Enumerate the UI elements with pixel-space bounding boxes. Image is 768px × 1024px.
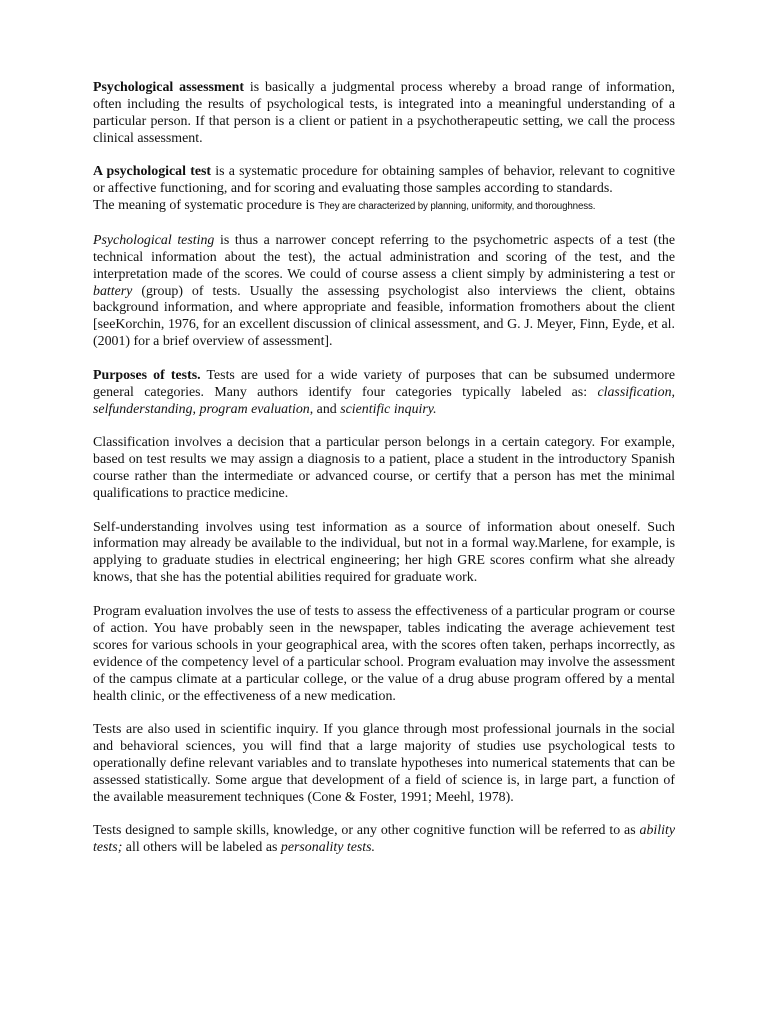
term-categories: classification, selfunderstanding, program evaluation [93,384,675,417]
paragraph-text: (group) of tests. Usually the assessing psychologist also interviews the client, obtains background information, and where appropriate and feasible, information fromothers about the client [seeKorchin, 1976, for an excellent discussion of clinical assessment, and G. J. Meyer, Finn, Eyde, et al. (2001) for a brief overview of assessment]. [93,283,675,350]
paragraph-self-understanding: Self-understanding involves using test information as a source of information about oneself. Such information may already be available to the individual, but not in a formal way.Marlene, for example, is applying to graduate studies in electrical engineering; her high GRE scores confirm what she already knows, that she has the potential abilities required for graduate work. [93,519,675,586]
paragraph-text: , and [309,401,341,417]
paragraph-text: is thus a narrower concept referring to the psychometric aspects of a test (the technical information about the test), the actual administration and scoring of the test, and the interpretation made of the scores. We could of course assess a client simply by administering a test or [93,232,675,282]
paragraph-text: Tests are used for a wide variety of purposes that can be subsumed undermore general categories. Many authors identify four categories typically labeled as: [93,367,675,400]
paragraph-program-evaluation: Program evaluation involves the use of tests to assess the effectiveness of a particular program or course of action. You have probably seen in the newspaper, tables indicating the average achievement test scores for various schools in your geographical area, with the scores often taken, perhaps incorrectly, as evidence of the competency level of a particular school. Program evaluation may involve the assessment of the campus climate at a particular college, or the value of a drug abuse program offered by a mental health clinic, or the effectiveness of a new medication. [93,603,675,704]
paragraph-text: Tests designed to sample skills, knowledge, or any other cognitive function will be referred to as [93,823,640,839]
paragraph-text: is basically a judgmental process whereby a broad range of information, often including the results of psychological tests, is integrated into a meaningful understanding of a particular person. If that person is a client or patient in a psychotherapeutic setting, we call the process clinical assessment. [93,80,675,146]
paragraph-text: all others will be labeled as [122,840,281,856]
paragraph-psychological-assessment [93,80,675,148]
paragraph-ability-personality-tests [93,823,675,857]
term-ability-tests: ability tests; [93,823,675,856]
systematic-procedure-definition: They are characterized by planning, uniformity, and thoroughness. [318,201,596,213]
paragraph-systematic-procedure [93,198,675,216]
heading-purposes-of-tests: Purposes of tests. [93,367,201,383]
term-personality-tests: personality tests. [280,840,376,856]
paragraph-psychological-testing [93,233,675,352]
paragraph-text: The meaning of systematic procedure is [93,198,319,214]
term-scientific-inquiry: scientific inquiry. [340,401,437,417]
paragraph-psychological-test [93,164,675,198]
term-psychological-testing: Psychological testing [93,232,215,248]
paragraph-purposes-of-tests [93,368,675,419]
term-psychological-assessment: Psychological assessment [93,80,244,95]
document-body [93,80,675,857]
term-psychological-test: A psychological test [93,164,212,180]
term-battery: battery [93,283,133,299]
paragraph-classification: Classification involves a decision that a particular person belongs in a certain category. For example, based on test results we may assign a diagnosis to a patient, place a student in the introductory Spanish course rather than the intermediate or advanced course, or certify that a person has met the minimal qualifications to practice medicine. [93,435,675,502]
paragraph-scientific-inquiry: Tests are also used in scientific inquiry. If you glance through most professional journals in the social and behavioral sciences, you will find that a large majority of studies use psychological tests to operationally define relevant variables and to translate hypotheses into numerical statements that can be assessed statistically. Some argue that development of a field of science is, in large part, a function of the available measurement techniques (Cone & Foster, 1991; Meehl, 1978). [93,722,675,805]
paragraph-text: is a systematic procedure for obtaining samples of behavior, relevant to cognitive or affective functioning, and for scoring and evaluating those samples according to standards. [93,164,675,197]
